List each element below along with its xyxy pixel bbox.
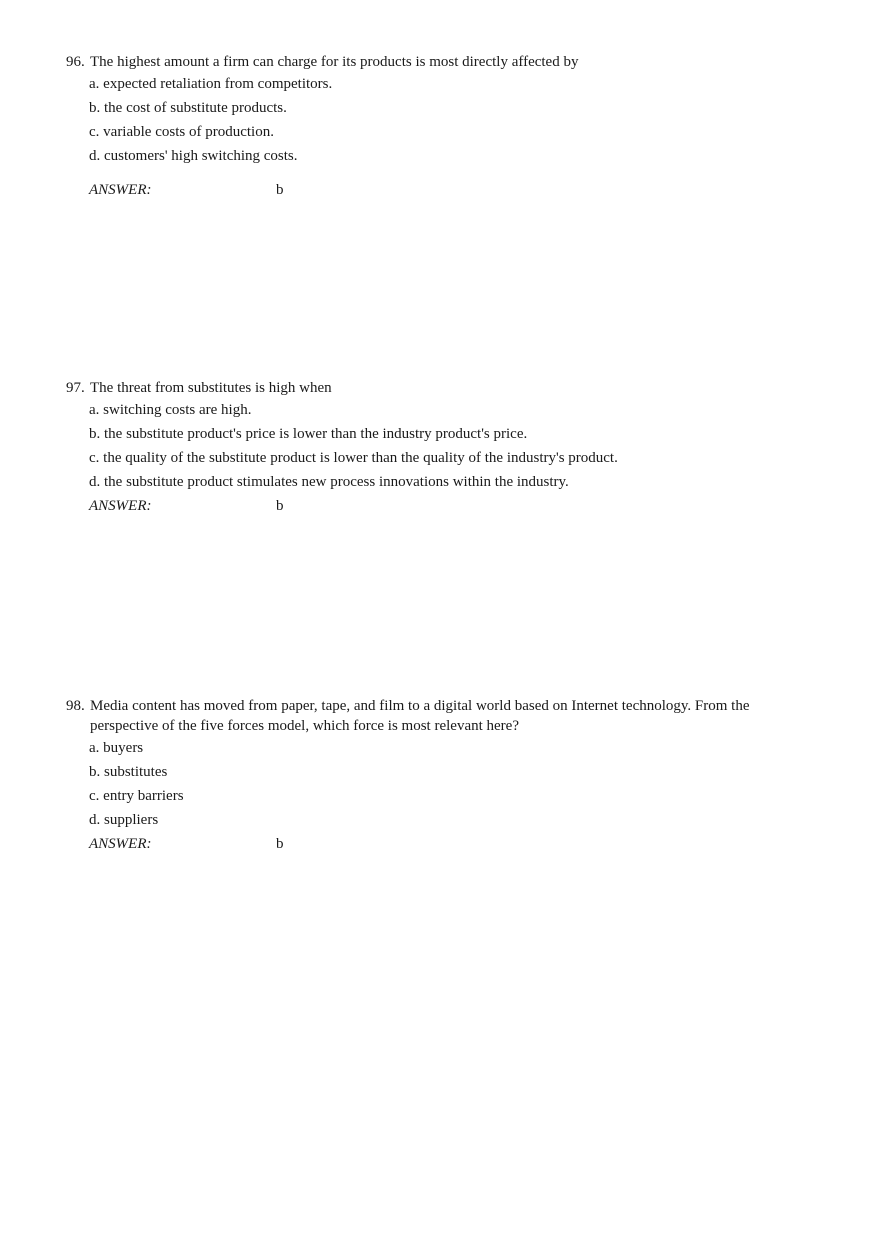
option-d: d. suppliers [89,812,159,828]
option-a: a. buyers [89,740,144,756]
answer-label: ANSWER: [89,182,152,198]
answer-row [66,178,796,202]
answer-label: ANSWER: [89,836,152,852]
question-97 [66,378,796,518]
option-b: b. the substitute product's price is lower than the industry product's price. [89,426,528,442]
option-b: b. substitutes [89,764,168,780]
question-text: Media content has moved from paper, tape, and film to a digital world based on Internet technology. From the perspective of the five forces model, which force is most relevant here? [90,698,750,734]
option-b: b. the cost of substitute products. [89,100,287,116]
option-list [66,72,796,168]
question-98 [66,696,796,856]
option-d: d. customers' high switching costs. [89,148,298,164]
question-stem [66,378,796,398]
question-number: 96. [66,54,85,70]
option-d: d. the substitute product stimulates new process innovations within the industry. [89,474,569,490]
answer-label: ANSWER: [89,498,152,514]
question-text: The threat from substitutes is high when [90,380,332,396]
answer-value: b [276,182,284,198]
option-a: a. expected retaliation from competitors. [89,76,333,92]
option-c: c. entry barriers [89,788,184,804]
question-number: 97. [66,380,85,396]
option-list [66,398,796,494]
question-text: The highest amount a firm can charge for its products is most directly affected by [90,54,579,70]
option-c: c. the quality of the substitute product is lower than the quality of the industry's product. [89,450,618,466]
answer-value: b [276,836,284,852]
option-a: a. switching costs are high. [89,402,252,418]
option-list [66,736,796,832]
question-96 [66,52,796,202]
question-stem [66,52,796,72]
question-stem [66,696,796,736]
question-number: 98. [66,698,85,714]
option-c: c. variable costs of production. [89,124,274,140]
answer-row [66,494,796,518]
answer-value: b [276,498,284,514]
answer-row [66,832,796,856]
